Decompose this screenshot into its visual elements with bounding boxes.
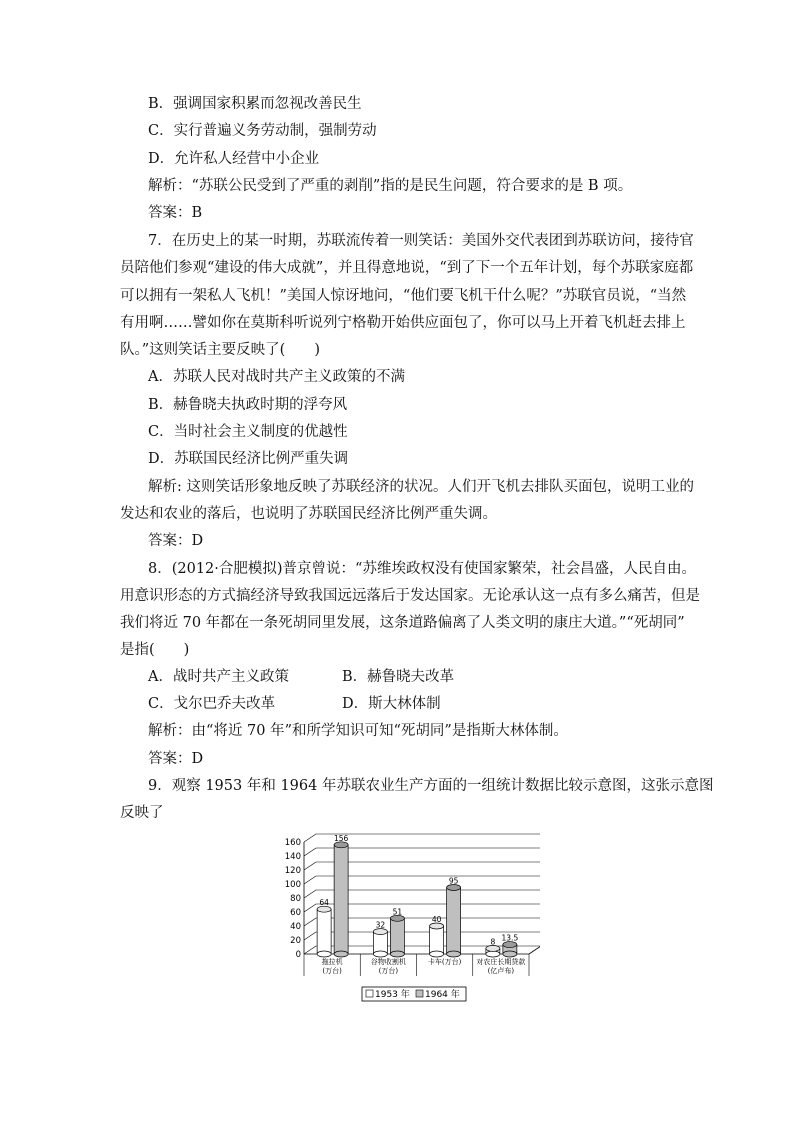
legend-swatch-1964 [416,990,423,997]
q6-analysis: 解析：“苏联公民受到了严重的剥削”指的是民生问题，符合要求的是 B 项。 [148,178,633,194]
bar-1964 [390,918,404,954]
grid-skew-line [304,932,316,940]
q6-option-b: B．强调国家积累而忽视改善民生 [148,96,362,112]
bar-1953 [430,926,444,954]
y-tick-label: 0 [295,950,301,960]
q7-answer: 答案：D [148,533,204,549]
q6-answer: 答案：B [148,205,203,221]
q8-stem-line-1: 8．(2012·合肥模拟)普京曾说：“苏维埃政权没有使国家繁荣，社会昌盛，人民自由。 [148,561,696,577]
category-label: 卡车(万台) [427,958,462,966]
q8-stem-line-4: 是指( ) [120,642,190,658]
q9-stem-line-2: 反映了 [120,805,164,821]
data-label: 8 [490,937,496,947]
category-label: (万台) [322,967,342,975]
q7-option-d: D．苏联国民经济比例严重失调 [148,451,349,467]
bar-1964 [447,888,461,955]
q9-stem-line-1: 9．观察 1953 年和 1964 年苏联农业生产方面的一组统计数据比较示意图，这张示意图 [148,778,714,794]
q8-stem-line-2: 用意识形态的方式搞经济导致我国远远落后于发达国家。无论承认这一点有多么痛苦，但是 [120,588,700,604]
legend-swatch-1953 [366,990,373,997]
category-label: 拖拉机 [321,958,343,966]
x-axis-side [529,946,540,954]
q7-stem-line-3: 可以拥有一架私人飞机！”美国人惊讶地问，“他们要飞机干什么呢？”苏联官员说，“当然 [120,288,687,304]
y-tick-label: 140 [284,852,301,862]
q7-stem-line-2: 员陪他们参观“建设的伟大成就”，并且得意地说，“到了下一个五年计划，每个苏联家庭都 [120,260,694,276]
q7-stem-line-1: 7．在历史上的某一时期，苏联流传着一则笑话：美国外交代表团到苏联访问，接待官 [148,233,694,249]
q7-analysis-line-2: 发达和农业的落后，也说明了苏联国民经济比例严重失调。 [120,506,497,522]
category-label: 对农庄长期贷款 [476,958,526,966]
q8-option-c: C．戈尔巴乔夫改革 [148,696,276,712]
bar-1953 [373,932,387,954]
q7-stem-line-5: 队。”这则笑话主要反映了( ) [120,342,320,358]
y-tick-label: 40 [290,922,301,932]
y-tick-label: 120 [284,866,301,876]
q6-option-c: C．实行普遍义务劳动制，强制劳动 [148,123,377,139]
bar-base [334,951,348,957]
q7-analysis-line-1: 解析: 这则笑话形象地反映了苏联经济的状况。人们开飞机去排队买面包，说明工业的 [148,479,694,495]
q8-option-d: D．斯大林体制 [342,696,441,712]
q8-analysis: 解析：由“将近 70 年”和所学知识可知“死胡同”是指斯大林体制。 [148,723,568,739]
data-label: 40 [431,915,442,924]
category-label: (万台) [378,967,399,975]
q7-option-a: A．苏联人民对战时共产主义政策的不满 [148,369,405,385]
bar-base [447,951,461,957]
q8-stem-line-3: 我们将近 70 年都在一条死胡同里发展，这条道路偏离了人类文明的康庄大道。”“死胡同” [120,615,685,631]
data-label: 95 [448,876,459,886]
data-label: 156 [333,833,349,843]
data-label: 51 [392,907,403,917]
agri-bar-chart [280,828,540,1006]
q6-option-d: D．允许私人经营中小企业 [148,151,320,167]
grid-skew-line [304,918,316,926]
q7-stem-line-4: 有用啊……譬如你在莫斯科听说列宁格勒开始供应面包了，你可以马上开着飞机赶去排上 [120,315,686,331]
y-tick-label: 160 [284,838,301,848]
data-label: 32 [375,920,386,930]
q8-answer: 答案：D [148,751,204,767]
grid-skew-line [304,862,316,870]
grid-skew-line [304,946,316,954]
q8-option-a: A．战时共产主义政策 [148,669,289,685]
bar-base [503,951,517,957]
bar-base [390,951,404,957]
q7-option-b: B．赫鲁晓夫执政时期的浮夸风 [148,397,348,413]
bar-base [373,951,387,957]
y-tick-label: 60 [290,908,301,918]
data-label: 13.5 [501,933,519,943]
legend-label-1953: 1953 年 [375,990,410,1000]
chart-svg [280,828,540,1006]
grid-skew-line [304,834,316,842]
y-tick-label: 100 [284,880,301,890]
bar-base [430,951,444,957]
grid-skew-line [304,876,316,884]
legend-label-1964: 1964 年 [425,990,460,1000]
grid-skew-line [304,904,316,912]
grid-skew-line [304,848,316,856]
bar-1953 [317,909,331,954]
y-tick-label: 80 [290,894,301,904]
y-tick-label: 20 [290,936,301,946]
category-label: (亿卢布) [487,967,515,975]
q8-option-b: B．赫鲁晓夫改革 [342,669,455,685]
data-label: 64 [319,898,329,908]
grid-skew-line [304,890,316,898]
q7-option-c: C．当时社会主义制度的优越性 [148,424,348,440]
category-label: 谷物收割机 [370,958,406,966]
bar-base [486,951,500,957]
bar-base [317,951,331,957]
bar-1964 [334,845,348,954]
